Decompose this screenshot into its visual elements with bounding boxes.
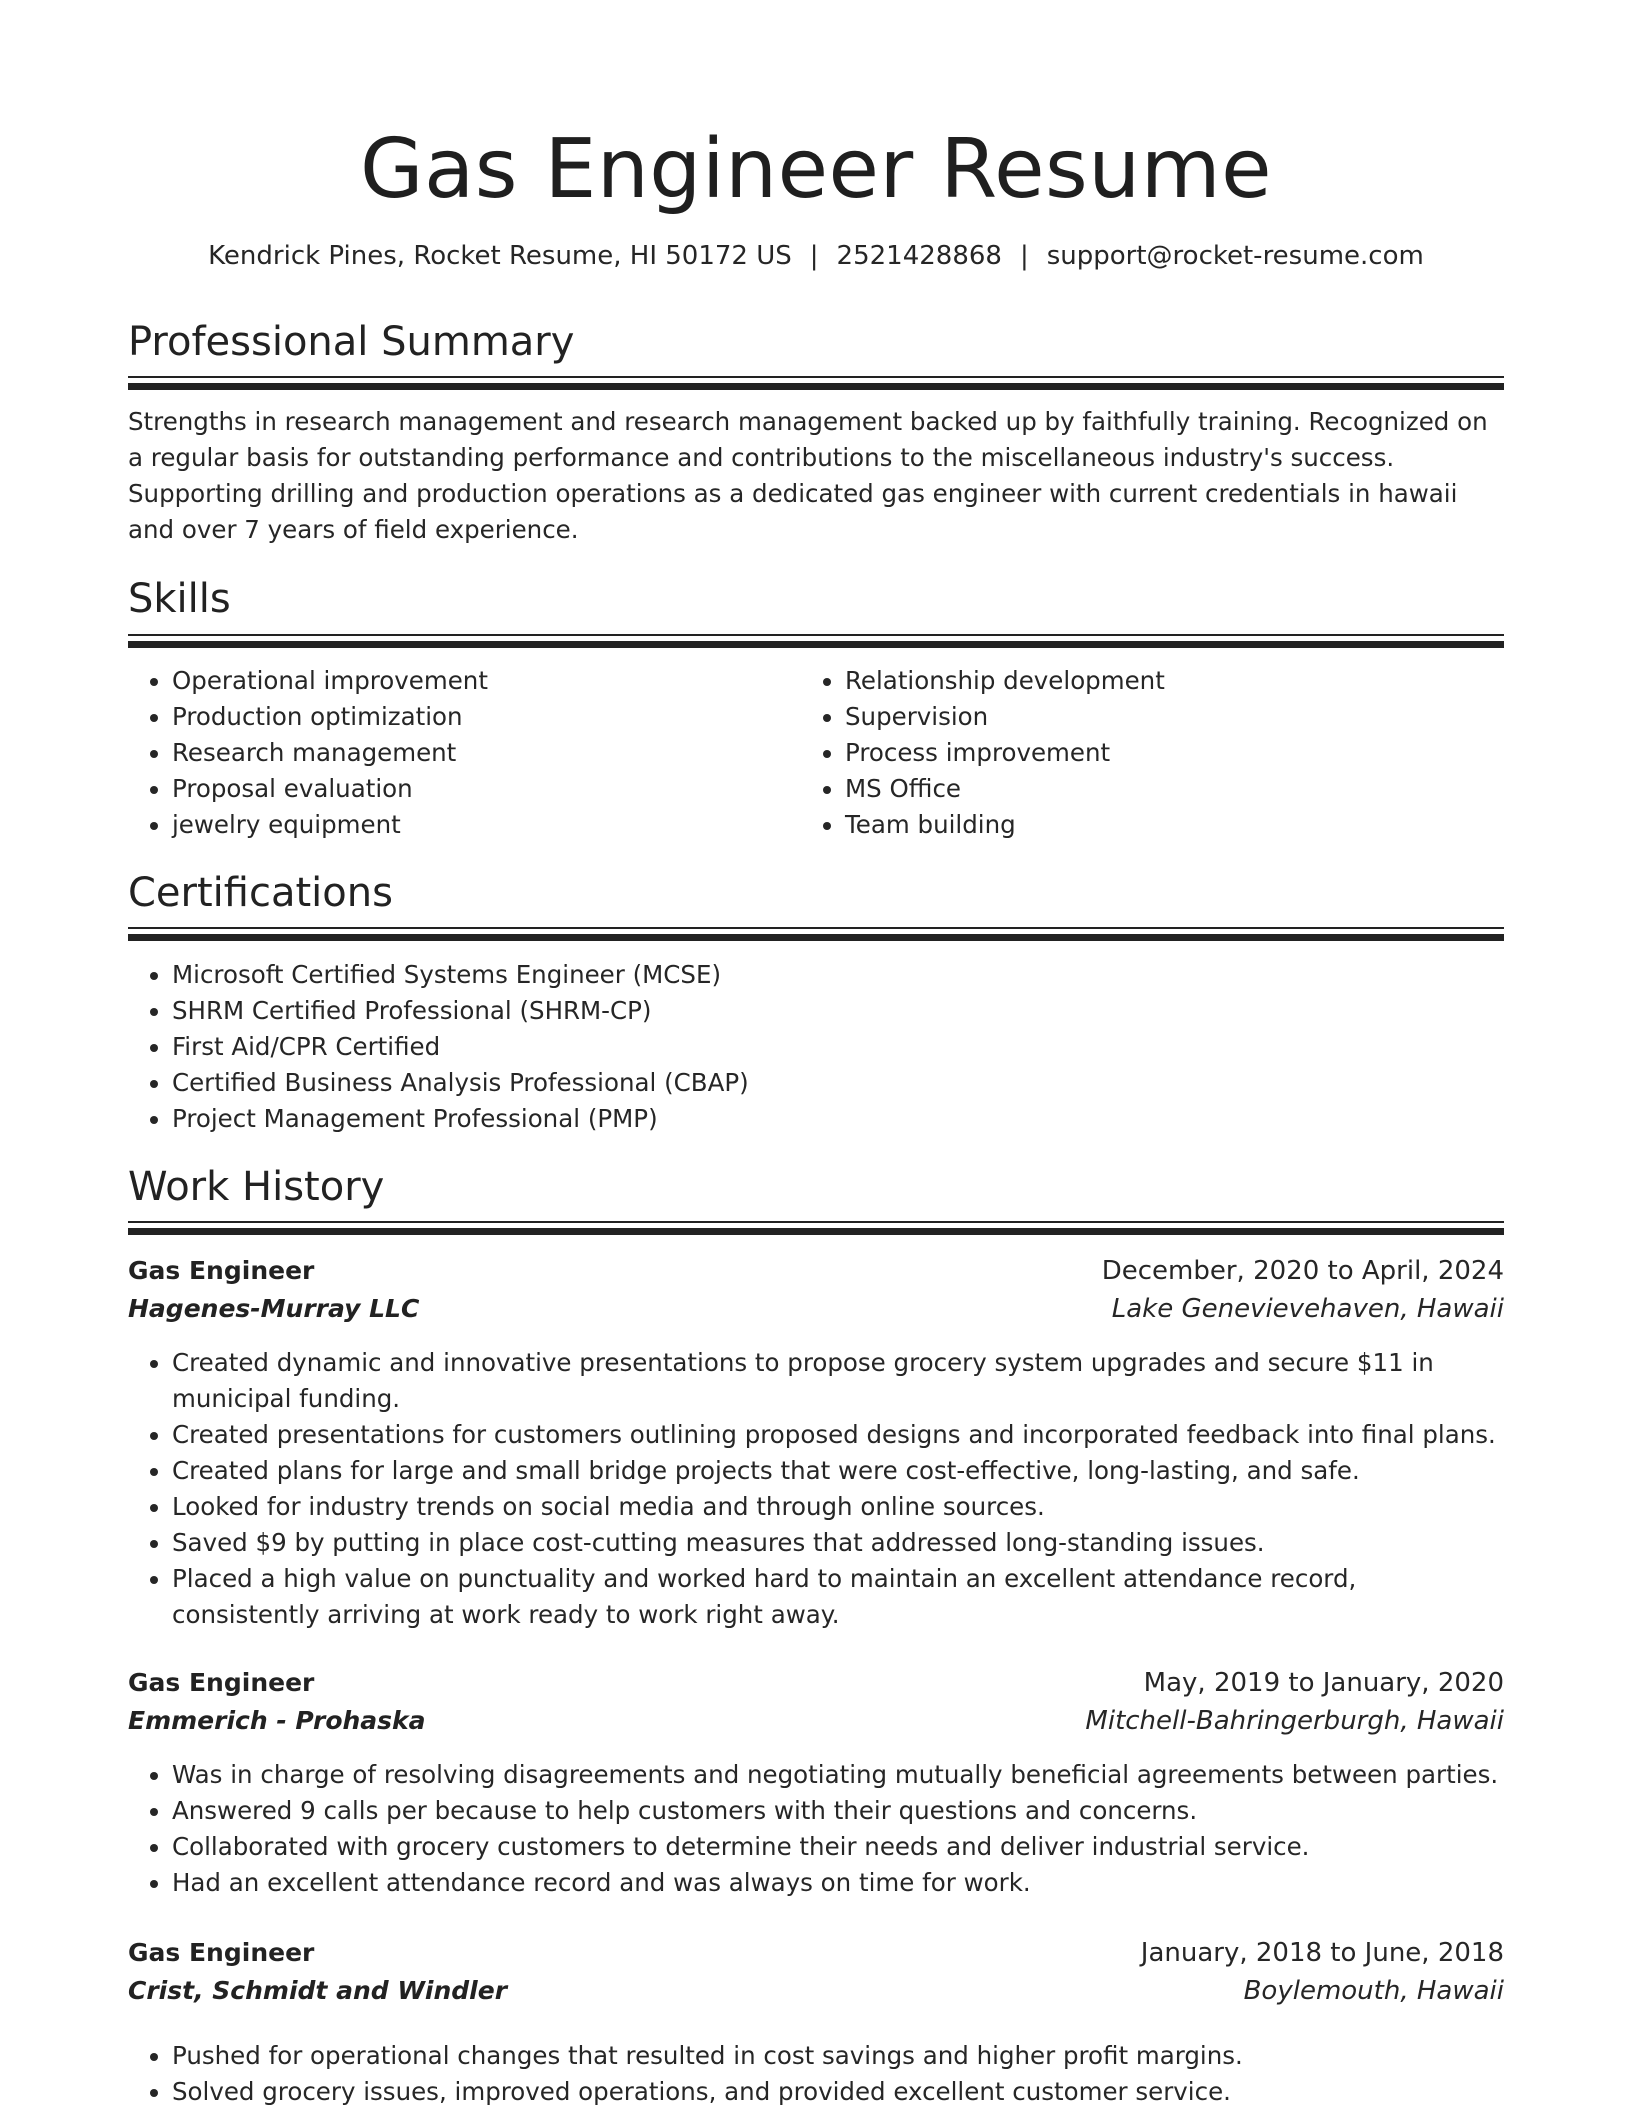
list-item: • Answered 9 calls per because to help customers with their questions and concerns. <box>172 1793 1504 1829</box>
list-item: • Process improvement <box>845 735 1505 771</box>
list-item: • Certified Business Analysis Professional (CBAP) <box>172 1065 1504 1101</box>
list-item: • Project Management Professional (PMP) <box>172 1101 1504 1137</box>
list-item: • Created plans for large and small bridge projects that were cost-effective, long-lasting, and safe. <box>172 1453 1504 1489</box>
list-item: • Created dynamic and innovative presentations to propose grocery system upgrades and secure $11 in municipal funding. <box>172 1345 1504 1417</box>
job-location: Boylemouth, Hawaii <box>1243 1976 1504 2006</box>
section-heading-skills: Skills <box>128 576 231 622</box>
contact-separator: | <box>1019 241 1029 271</box>
contact-email[interactable]: support@rocket-resume.com <box>1046 241 1424 271</box>
list-item: • jewelry equipment <box>172 807 792 843</box>
list-item: • Relationship development <box>845 663 1505 699</box>
list-item: • Collaborated with grocery customers to determine their needs and deliver industrial service. <box>172 1829 1504 1865</box>
contact-address: Kendrick Pines, Rocket Resume, HI 50172 US <box>208 241 792 271</box>
list-item: • Created presentations for customers outlining proposed designs and incorporated feedback into final plans. <box>172 1417 1504 1453</box>
list-item: • Solved grocery issues, improved operations, and provided excellent customer service. <box>172 2074 1504 2110</box>
job-subheader <box>128 1702 1504 1740</box>
certifications-list <box>128 957 1504 1137</box>
list-item: • Operational improvement <box>172 663 792 699</box>
list-item: • SHRM Certified Professional (SHRM-CP) <box>172 993 1504 1029</box>
job-title: Gas Engineer <box>128 1938 315 1967</box>
list-item: • Supervision <box>845 699 1505 735</box>
job-dates: May, 2019 to January, 2020 <box>1143 1668 1504 1698</box>
section-heading-certifications: Certifications <box>128 870 393 916</box>
list-item: • First Aid/CPR Certified <box>172 1029 1504 1065</box>
job-header <box>128 1664 1504 1702</box>
section-rule <box>128 1221 1504 1237</box>
contact-phone[interactable]: 2521428868 <box>836 241 1002 271</box>
job-bullets <box>128 2038 1504 2110</box>
skills-list-left <box>128 663 792 843</box>
section-heading-work-history: Work History <box>128 1164 385 1210</box>
job-header <box>128 1934 1504 1972</box>
job-title: Gas Engineer <box>128 1256 315 1285</box>
section-heading-summary: Professional Summary <box>128 319 575 365</box>
list-item: • Team building <box>845 807 1505 843</box>
job-subheader <box>128 1290 1504 1328</box>
contact-separator: | <box>809 241 819 271</box>
section-rule <box>128 927 1504 943</box>
skills-list-right <box>801 663 1505 843</box>
section-rule <box>128 376 1504 392</box>
list-item: • Pushed for operational changes that resulted in cost savings and higher profit margins. <box>172 2038 1504 2074</box>
list-item: • Microsoft Certified Systems Engineer (MCSE) <box>172 957 1504 993</box>
list-item: • Research management <box>172 735 792 771</box>
resume-title: Gas Engineer Resume <box>359 122 1273 217</box>
list-item: • Looked for industry trends on social media and through online sources. <box>172 1489 1504 1525</box>
job-dates: January, 2018 to June, 2018 <box>1140 1938 1504 1968</box>
job-location: Mitchell-Bahringerburgh, Hawaii <box>1085 1706 1504 1736</box>
list-item: • Saved $9 by putting in place cost-cutting measures that addressed long-standing issues. <box>172 1525 1504 1561</box>
job-subheader <box>128 1972 1504 2010</box>
list-item: • Proposal evaluation <box>172 771 792 807</box>
job-company: Emmerich - Prohaska <box>128 1706 426 1735</box>
job-title: Gas Engineer <box>128 1668 315 1697</box>
job-location: Lake Genevievehaven, Hawaii <box>1111 1294 1504 1324</box>
list-item: • Placed a high value on punctuality and worked hard to maintain an excellent attendance record, consistently arriving at work ready to work right away. <box>172 1561 1504 1633</box>
list-item: • Was in charge of resolving disagreements and negotiating mutually beneficial agreements between parties. <box>172 1757 1504 1793</box>
list-item: • Had an excellent attendance record and was always on time for work. <box>172 1865 1504 1901</box>
job-header <box>128 1252 1504 1290</box>
job-company: Crist, Schmidt and Windler <box>128 1976 508 2005</box>
contact-line <box>0 238 1632 274</box>
list-item: • Production optimization <box>172 699 792 735</box>
job-bullets <box>128 1345 1504 1633</box>
job-dates: December, 2020 to April, 2024 <box>1101 1256 1504 1286</box>
section-rule <box>128 634 1504 650</box>
job-company: Hagenes-Murray LLC <box>128 1294 420 1323</box>
summary-text: Strengths in research management and research management backed up by faithfully training. Recognized on a regular basis for outstanding performance and contributions to the miscellaneous industry's success. Supporting drilling and production operations as a dedicated gas engineer with current credentials in hawaii and over 7 years of field experience. <box>128 407 1488 544</box>
list-item: • MS Office <box>845 771 1505 807</box>
job-bullets <box>128 1757 1504 1901</box>
